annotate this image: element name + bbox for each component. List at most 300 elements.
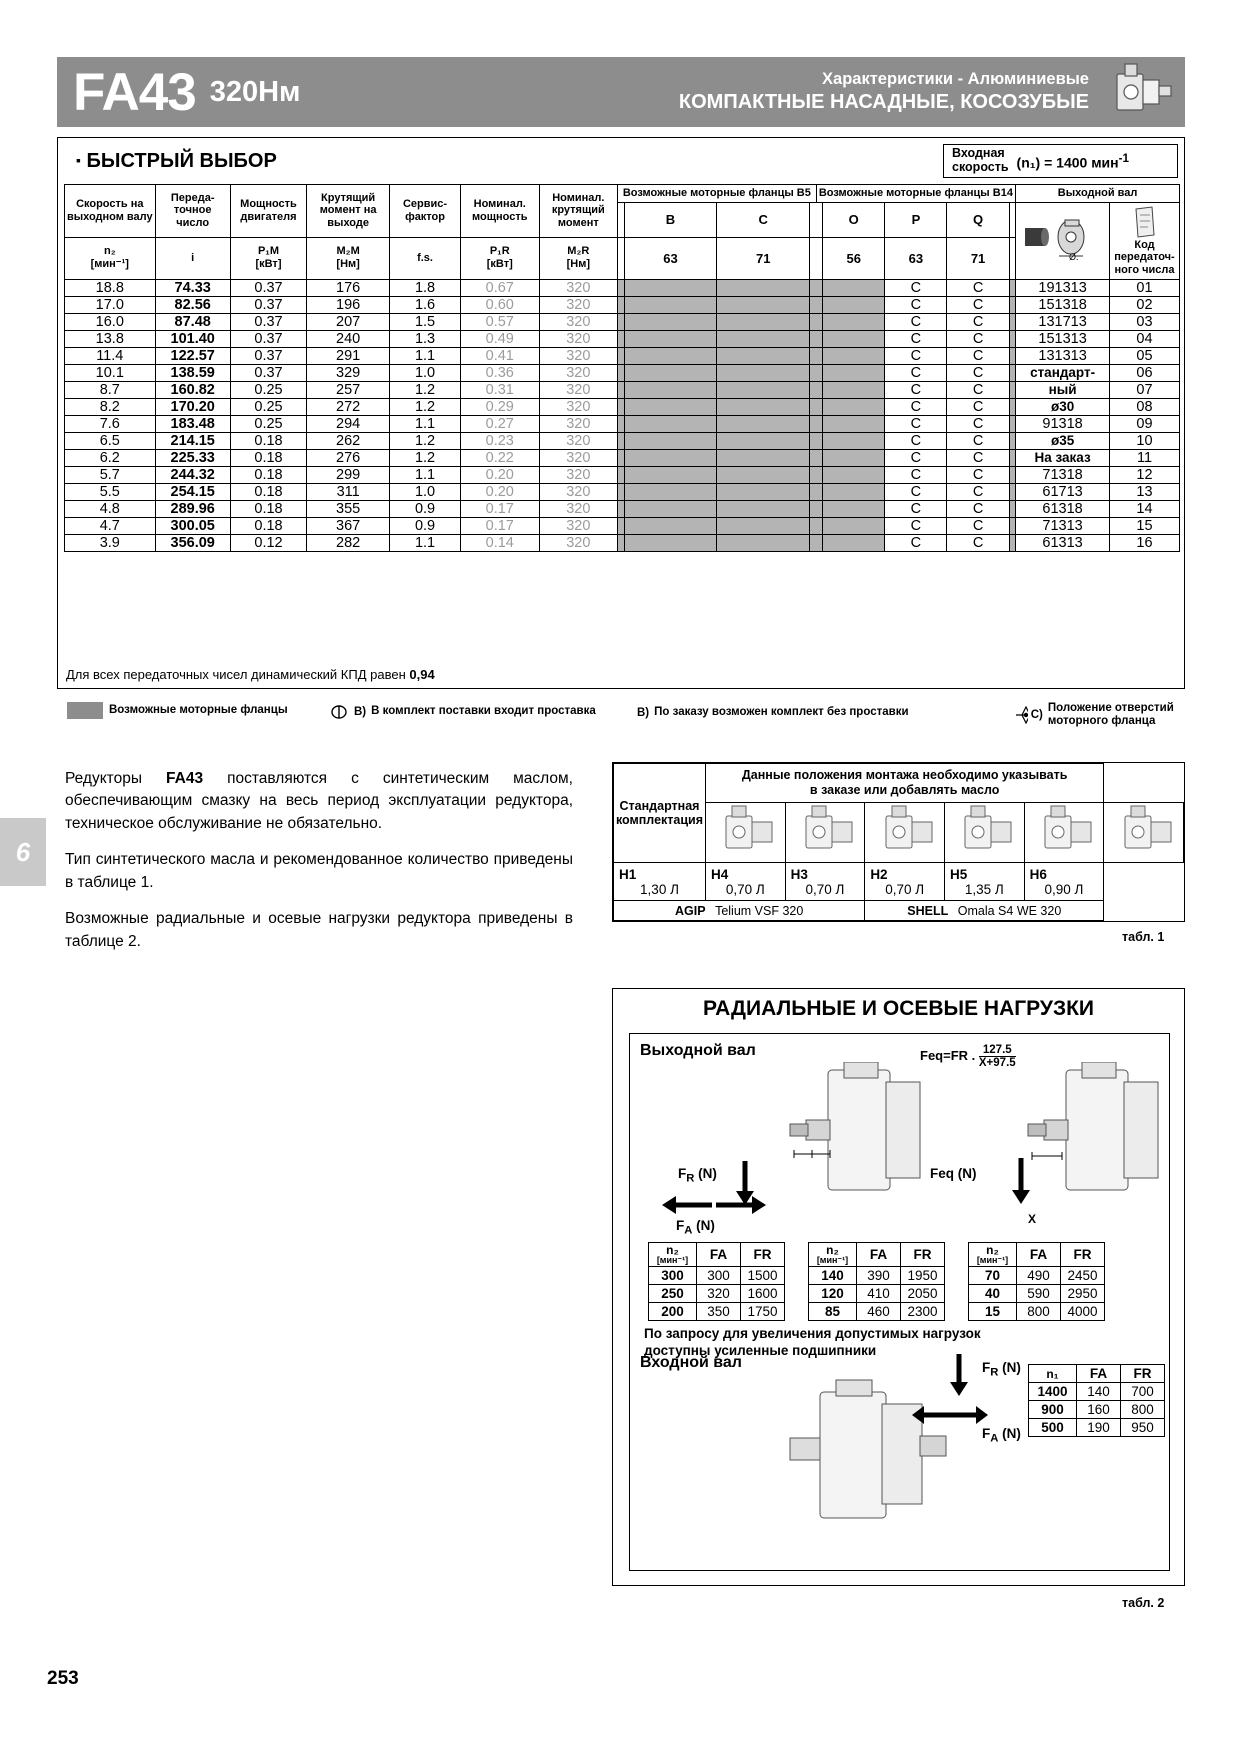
cell-ratio-code: 10: [1110, 432, 1180, 449]
mounting-position-drawing-h3: [865, 803, 945, 863]
load-fa: 350: [697, 1303, 741, 1321]
cell-m2m: 282: [307, 534, 390, 551]
load-speed: 15: [969, 1303, 1017, 1321]
cell-fs: 1.1: [390, 347, 461, 364]
cell-b5-C: [717, 279, 810, 296]
load-table-header-row: [809, 1243, 945, 1267]
cell-b5-C: [717, 347, 810, 364]
cell-b14-P: C: [885, 279, 947, 296]
cell-b5-B: [624, 483, 717, 500]
oil-table-caption: табл. 1: [1122, 930, 1165, 944]
cell-m2r: 320: [539, 466, 618, 483]
output-shaft-drawing-left: [750, 1062, 930, 1212]
load-fa: 590: [1017, 1285, 1061, 1303]
load-col-header: n₂ [мин⁻¹]: [809, 1243, 857, 1267]
cell-m2m: 257: [307, 381, 390, 398]
cell-b5-C: [717, 330, 810, 347]
cell-p1r: 0.31: [460, 381, 539, 398]
cell-p1r: 0.20: [460, 466, 539, 483]
col-head-p1r: Номинал. мощность: [460, 185, 539, 238]
gearbox-icon: [1111, 60, 1177, 124]
col-head-ratio: Переда- точное число: [155, 185, 230, 238]
cell-fs: 1.0: [390, 364, 461, 381]
cell-m2r: 320: [539, 347, 618, 364]
b5-size-63: 63: [624, 237, 717, 279]
load-fa: 410: [857, 1285, 901, 1303]
cell-b14-O: [823, 279, 885, 296]
oil-heading-line2: в заказе или добавлять масло: [809, 783, 1000, 798]
shaft-diagram-icon: [1021, 212, 1105, 264]
col-head-m2r: Номинал. крутящий момент: [539, 185, 618, 238]
cell-ratio: 138.59: [155, 364, 230, 381]
cell-ratio-code: 06: [1110, 364, 1180, 381]
table-row: [65, 279, 1180, 296]
legend-mark-b1: B): [354, 706, 367, 718]
feq-arrow-label: Feq (N): [930, 1166, 977, 1181]
cell-b5-C: [717, 432, 810, 449]
load-fr: 1500: [741, 1267, 785, 1285]
cell-b5-B: [624, 517, 717, 534]
cell-b14-Q: C: [947, 279, 1009, 296]
cell-m2m: 262: [307, 432, 390, 449]
cell-p1r: 0.22: [460, 449, 539, 466]
b14-size-pad-right: [1009, 237, 1016, 279]
load-col-header: FR: [1121, 1365, 1165, 1383]
cell-p1r: 0.57: [460, 313, 539, 330]
cell-shaft-code: ный: [1016, 381, 1110, 398]
input-speed-value: [1017, 152, 1129, 171]
cell-b14-Q: C: [947, 534, 1009, 551]
cell-m2r: 320: [539, 415, 618, 432]
cell-m2r: 320: [539, 381, 618, 398]
cell-b14-P: C: [885, 449, 947, 466]
page-header: [57, 57, 1185, 127]
load-fr: 800: [1121, 1401, 1165, 1419]
cell-b14-P: C: [885, 381, 947, 398]
position-code: H6: [1029, 866, 1047, 882]
output-shaft-drawing-right: [1008, 1062, 1168, 1212]
cell-ratio: 101.40: [155, 330, 230, 347]
paragraph-2: Тип синтетического масла и рекомендованное количество приведены в таблице 1.: [65, 851, 573, 891]
oil-standard-label-2: комплектация: [615, 813, 704, 828]
cell-b5-C: [717, 398, 810, 415]
cell-b5-C: [717, 296, 810, 313]
cell-m2r: 320: [539, 500, 618, 517]
b14-col-O: O: [823, 202, 885, 237]
cell-n2: 4.7: [65, 517, 156, 534]
cell-b5-C: [717, 466, 810, 483]
bearing-note-line2: доступны усиленные подшипники: [644, 1342, 877, 1358]
oil-standard-label: [614, 764, 706, 863]
paragraph-3: Возможные радиальные и осевые нагрузки редуктора приведены в таблице 2.: [65, 910, 573, 950]
load-fr: 2450: [1061, 1267, 1105, 1285]
cell-n2: 4.8: [65, 500, 156, 517]
col-head-p1m: Мощность двигателя: [230, 185, 306, 238]
cell-m2r: 320: [539, 279, 618, 296]
cell-b5-B: [624, 415, 717, 432]
cell-n2: 6.2: [65, 449, 156, 466]
load-speed: 70: [969, 1267, 1017, 1285]
oil-brand-1-name: AGIP: [675, 903, 706, 918]
cell-b14-P: C: [885, 534, 947, 551]
mounting-position-drawing-h5: [1024, 803, 1104, 863]
cell-m2r: 320: [539, 534, 618, 551]
cell-b5-B: [624, 381, 717, 398]
load-speed: 300: [649, 1267, 697, 1285]
cell-n2: 6.5: [65, 432, 156, 449]
load-fa: 460: [857, 1303, 901, 1321]
mounting-position-h4: [706, 863, 786, 901]
cell-b14-O: [823, 500, 885, 517]
bearing-note-line1: По запросу для увеличения допустимых нагрузок: [644, 1326, 981, 1341]
oil-heading-line1: Данные положения монтажа необходимо указывать: [741, 767, 1068, 782]
cell-p1m: 0.37: [230, 364, 306, 381]
load-fr: 2300: [901, 1303, 945, 1321]
load-speed: 250: [649, 1285, 697, 1303]
oil-brand-1-product: Telium VSF 320: [715, 903, 804, 918]
cell-fs: 1.0: [390, 483, 461, 500]
cell-b14-Q: C: [947, 296, 1009, 313]
cell-ratio: 244.32: [155, 466, 230, 483]
oil-volume: 0,90 Л: [1044, 881, 1084, 897]
load-speed: 1400: [1029, 1383, 1077, 1401]
legend-item-flange: [67, 702, 288, 719]
load-table-row: [969, 1285, 1105, 1303]
cell-ratio: 122.57: [155, 347, 230, 364]
cell-b5-C: [717, 381, 810, 398]
b14-size-71: 71: [947, 237, 1009, 279]
cell-b5-C: [717, 449, 810, 466]
paragraph-1-c: поставляются с синтетическим маслом, обеспечивающим смазку на весь период эксплуатации редуктора, техническое обслуживание не обязательно.: [65, 770, 573, 832]
cell-ratio-code: 03: [1110, 313, 1180, 330]
cell-fs: 1.1: [390, 415, 461, 432]
page-number: 253: [47, 1668, 79, 1689]
load-fa: 140: [1077, 1383, 1121, 1401]
oil-table: [612, 762, 1185, 922]
cell-shaft-code: 151318: [1016, 296, 1110, 313]
unit-p1m-text: [кВт]: [255, 258, 282, 271]
cell-b5-B: [624, 296, 717, 313]
b5-size-71: 71: [717, 237, 810, 279]
cell-b5-B: [624, 534, 717, 551]
cell-b5-B: [624, 279, 717, 296]
cell-m2r: 320: [539, 296, 618, 313]
cell-ratio-code: 02: [1110, 296, 1180, 313]
cell-b14-Q: C: [947, 381, 1009, 398]
cell-m2m: 207: [307, 313, 390, 330]
cell-fs: 1.5: [390, 313, 461, 330]
position-code: H2: [870, 866, 888, 882]
header-subtitle-2: КОМПАКТНЫЕ НАСАДНЫЕ, КОСОЗУБЫЕ: [678, 90, 1089, 113]
cell-ratio-code: 13: [1110, 483, 1180, 500]
cell-b5-C: [717, 483, 810, 500]
gearbox-position-icon: [870, 804, 940, 858]
cell-p1m: 0.25: [230, 415, 306, 432]
cell-m2m: 196: [307, 296, 390, 313]
cell-ratio-code: 05: [1110, 347, 1180, 364]
cell-shaft-code: ø35: [1016, 432, 1110, 449]
cell-fs: 1.1: [390, 534, 461, 551]
fa-arrow-left-icon: [660, 1194, 768, 1216]
cell-p1r: 0.29: [460, 398, 539, 415]
input-speed-box: [943, 144, 1178, 178]
cell-p1r: 0.14: [460, 534, 539, 551]
cell-b14-O: [823, 381, 885, 398]
fr-label-left: $F_R$ (N): [678, 1166, 717, 1185]
cell-ratio: 254.15: [155, 483, 230, 500]
load-table-row: [969, 1303, 1105, 1321]
cell-b5-B: [624, 313, 717, 330]
cell-m2m: 176: [307, 279, 390, 296]
b5-col-C: C: [717, 202, 810, 237]
load-col-header: FR: [901, 1243, 945, 1267]
table-row: [65, 381, 1180, 398]
cell-b5-B: [624, 449, 717, 466]
cell-b14-Q: C: [947, 432, 1009, 449]
cell-p1m: 0.18: [230, 483, 306, 500]
flange-swatch-icon: [67, 702, 103, 719]
feq-denominator: X+97.5: [978, 1057, 1016, 1069]
cell-ratio: 289.96: [155, 500, 230, 517]
cell-ratio-code: 01: [1110, 279, 1180, 296]
load-fr: 1600: [741, 1285, 785, 1303]
sym-m2m: [307, 237, 390, 279]
cell-b14-Q: C: [947, 313, 1009, 330]
load-fa: 160: [1077, 1401, 1121, 1419]
cell-b14-P: C: [885, 432, 947, 449]
cell-n2: 3.9: [65, 534, 156, 551]
cell-n2: 7.6: [65, 415, 156, 432]
load-table-row: [649, 1267, 785, 1285]
cell-ratio: 225.33: [155, 449, 230, 466]
input-shaft-drawing: [760, 1374, 960, 1544]
output-load-table-3-wrap: [968, 1242, 1105, 1321]
b14-col-Q: Q: [947, 202, 1009, 237]
cell-p1m: 0.18: [230, 500, 306, 517]
input-speed-label-1: Входная: [952, 146, 1005, 161]
chapter-tab: 6: [0, 818, 46, 886]
load-table-row: [809, 1285, 945, 1303]
sym-p1m-text: P₁M: [257, 245, 280, 258]
cell-b5-C: [717, 517, 810, 534]
input-speed-label-2: скорость: [952, 160, 1009, 174]
legend-item-spacer-optional: [637, 706, 909, 719]
input-speed-value-text: (n₁) = 1400 мин: [1016, 154, 1119, 171]
table-row: [65, 483, 1180, 500]
cell-ratio: 160.82: [155, 381, 230, 398]
b14-size-56: 56: [823, 237, 885, 279]
oil-table-grid: [613, 763, 1184, 921]
cell-p1r: 0.67: [460, 279, 539, 296]
ratio-code-label: Код передаточ- ного числа: [1114, 238, 1175, 276]
load-col-header: n₁: [1029, 1365, 1077, 1383]
cell-fs: 1.8: [390, 279, 461, 296]
paragraph-1-model: FA43: [166, 770, 204, 787]
efficiency-value: 0,94: [409, 667, 435, 682]
mounting-position-h6: [1024, 863, 1104, 901]
load-fa: 390: [857, 1267, 901, 1285]
load-table-header-row: [969, 1243, 1105, 1267]
cell-b14-P: C: [885, 398, 947, 415]
b14-size-63: 63: [885, 237, 947, 279]
load-col-header: FA: [1077, 1365, 1121, 1383]
table-row: [65, 500, 1180, 517]
load-fa: 190: [1077, 1419, 1121, 1437]
load-fr: 700: [1121, 1383, 1165, 1401]
cell-p1r: 0.41: [460, 347, 539, 364]
cell-n2: 8.2: [65, 398, 156, 415]
col-head-output-shaft: Выходной вал: [1016, 185, 1180, 203]
fa-label-input: $F_A$ (N): [982, 1426, 1021, 1445]
cell-p1m: 0.18: [230, 517, 306, 534]
sym-n2-text: n₂: [103, 245, 116, 258]
x-dimension-label: X: [1028, 1212, 1037, 1226]
cell-b5-C: [717, 500, 810, 517]
cell-m2r: 320: [539, 330, 618, 347]
feq-numerator: 127.5: [979, 1044, 1016, 1057]
table-row: [65, 534, 1180, 551]
hole-position-icon: [1015, 706, 1028, 724]
cell-b14-P: C: [885, 330, 947, 347]
cell-fs: 0.9: [390, 517, 461, 534]
gearbox-position-icon: [710, 804, 780, 858]
model-title: FA43: [73, 62, 196, 122]
sym-p1r: [460, 237, 539, 279]
output-load-table-1: [648, 1242, 785, 1321]
cell-shaft-code: 91318: [1016, 415, 1110, 432]
load-fa: 800: [1017, 1303, 1061, 1321]
cell-b14-P: C: [885, 296, 947, 313]
legend-mark-b2: B): [637, 706, 650, 719]
cell-b14-O: [823, 415, 885, 432]
col-head-fs: Сервис- фактор: [390, 185, 461, 238]
cell-fs: 1.2: [390, 398, 461, 415]
cell-p1m: 0.37: [230, 330, 306, 347]
load-fa: 320: [697, 1285, 741, 1303]
sym-m2m-text: M₂M: [336, 245, 360, 258]
cell-b14-Q: C: [947, 415, 1009, 432]
b5-col-B: B: [624, 202, 717, 237]
col-head-ratio-code: [1110, 202, 1180, 279]
table-row: [65, 432, 1180, 449]
cell-b14-Q: C: [947, 330, 1009, 347]
cell-fs: 1.3: [390, 330, 461, 347]
cell-p1r: 0.60: [460, 296, 539, 313]
output-load-table-2-wrap: [808, 1242, 945, 1321]
cell-n2: 13.8: [65, 330, 156, 347]
cell-fs: 0.9: [390, 500, 461, 517]
bullet-icon: ▪: [76, 152, 81, 168]
torque-rating: 320Нм: [209, 75, 301, 108]
load-fr: 1950: [901, 1267, 945, 1285]
position-code: H3: [790, 866, 808, 882]
gearbox-position-icon: [790, 804, 860, 858]
oil-brand-2: [865, 901, 1104, 921]
legend-row: [57, 700, 1185, 732]
load-table-row: [1029, 1383, 1165, 1401]
table-row: [65, 347, 1180, 364]
load-speed: 200: [649, 1303, 697, 1321]
cell-b5-B: [624, 330, 717, 347]
cell-b14-O: [823, 466, 885, 483]
cell-ratio-code: 09: [1110, 415, 1180, 432]
unit-m2r-text: [Нм]: [566, 258, 591, 271]
cell-m2r: 320: [539, 313, 618, 330]
gearbox-position-icon: [1029, 804, 1099, 858]
oil-standard-label-1: Стандартная: [619, 798, 700, 813]
cell-m2m: 276: [307, 449, 390, 466]
paragraph-1-a: Редукторы: [65, 770, 167, 787]
col-head-b5: Возможные моторные фланцы B5: [618, 185, 817, 203]
cell-shaft-code: 61713: [1016, 483, 1110, 500]
load-col-header: n₂ [мин⁻¹]: [649, 1243, 697, 1267]
output-load-table-2: [808, 1242, 945, 1321]
sym-p1r-text: P₁R: [489, 245, 510, 258]
gearbox-position-icon: [1109, 804, 1179, 858]
output-shaft-label: Выходной вал: [640, 1042, 756, 1059]
load-fa: 490: [1017, 1267, 1061, 1285]
table-row: [65, 296, 1180, 313]
mounting-position-h5: [944, 863, 1024, 901]
output-load-table-1-wrap: [648, 1242, 785, 1321]
table-row: [65, 398, 1180, 415]
cell-p1r: 0.49: [460, 330, 539, 347]
cell-m2r: 320: [539, 517, 618, 534]
sym-n2: [65, 237, 156, 279]
cell-ratio: 87.48: [155, 313, 230, 330]
input-shaft-label: Входной вал: [640, 1354, 742, 1371]
oil-volume: 1,30 Л: [640, 881, 679, 897]
cell-b14-P: C: [885, 313, 947, 330]
table-row: [65, 517, 1180, 534]
fa-arrow-input-icon: [910, 1404, 990, 1426]
cell-b14-P: C: [885, 415, 947, 432]
fr-label-input: $F_R$ (N): [982, 1360, 1021, 1379]
cell-m2m: 367: [307, 517, 390, 534]
position-code: H4: [711, 866, 729, 882]
cell-p1r: 0.17: [460, 500, 539, 517]
cell-b14-O: [823, 347, 885, 364]
cell-ratio-code: 14: [1110, 500, 1180, 517]
cell-m2m: 299: [307, 466, 390, 483]
mounting-position-drawing-h4: [785, 803, 865, 863]
cell-ratio-code: 11: [1110, 449, 1180, 466]
cell-b14-Q: C: [947, 347, 1009, 364]
cell-b5-B: [624, 364, 717, 381]
mounting-position-h3: [785, 863, 865, 901]
cell-n2: 17.0: [65, 296, 156, 313]
cell-p1m: 0.25: [230, 398, 306, 415]
cell-m2m: 355: [307, 500, 390, 517]
load-table-row: [809, 1303, 945, 1321]
load-col-header: n₂ [мин⁻¹]: [969, 1243, 1017, 1267]
cell-b14-P: C: [885, 483, 947, 500]
cell-b5-C: [717, 415, 810, 432]
cell-shaft-code: 151313: [1016, 330, 1110, 347]
cell-b14-Q: C: [947, 449, 1009, 466]
efficiency-footnote: [66, 667, 435, 682]
cell-m2r: 320: [539, 483, 618, 500]
cell-shaft-code: 71318: [1016, 466, 1110, 483]
cell-m2r: 320: [539, 449, 618, 466]
fr-arrow-input-icon: [948, 1352, 970, 1398]
cell-b5-C: [717, 313, 810, 330]
cell-m2r: 320: [539, 432, 618, 449]
cell-b5-B: [624, 398, 717, 415]
oil-position-labels-row: [614, 863, 1184, 901]
cell-b5-B: [624, 347, 717, 364]
unit-m2m-text: [Нм]: [336, 258, 360, 271]
